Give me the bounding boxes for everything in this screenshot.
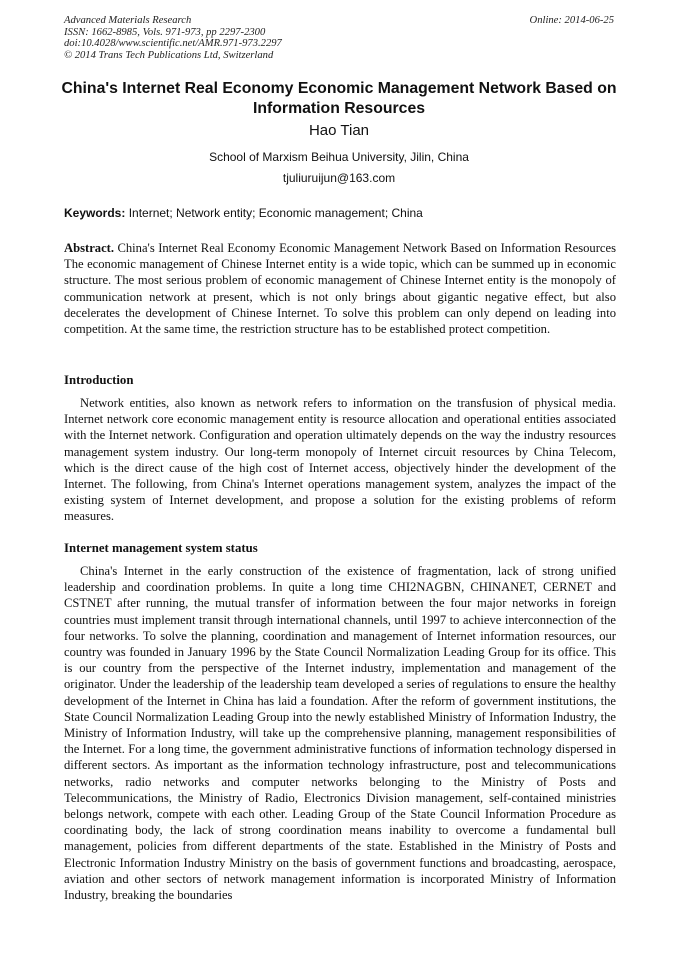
abstract-text: China's Internet Real Economy Economic Management Network Based on Information Resources The economic management of Chinese Internet entity is a wide topic, which can be summed up in economic structure. The most serious problem of economic management of Chinese Internet entity is the monopoly of communication network at present, which is not only brings about gigantic negative effect, but also decelerates the development of Chinese Internet. To solve this problem can only depend on leading into competition. At the same time, the restriction structure has to be established protect competition.: [64, 241, 616, 337]
journal-name: Advanced Materials Research: [64, 15, 192, 26]
issn-line: ISSN: 1662-8985, Vols. 971-973, pp 2297-2300: [64, 26, 266, 38]
author-name: Hao Tian: [308, 122, 370, 139]
abstract-label: Abstract.: [64, 241, 115, 255]
doi-line: doi:10.4028/www.scientific.net/AMR.971-973.2297: [64, 38, 282, 50]
keywords-text: Internet; Network entity; Economic management; China: [125, 206, 423, 220]
author-email[interactable]: tjuliuruijun@163.com: [282, 171, 396, 185]
online-date: Online: 2014-06-25: [529, 15, 614, 26]
journal-header: [64, 15, 282, 61]
keywords-line: [64, 206, 616, 220]
paper-title: China's Internet Real Economy Economic Management Network Based on Information Resources: [61, 80, 617, 117]
section-heading-introduction: Introduction: [64, 373, 134, 387]
copyright-line: © 2014 Trans Tech Publications Ltd, Switzerland: [64, 49, 274, 61]
keywords-label: Keywords:: [64, 206, 126, 220]
system-status-paragraph: China's Internet in the early construction of the existence of fragmentation, lack of strong unified leadership and coordination problems. In quite a long time CHI2NAGBN, CHINANET, CERNET and CSTNET after running, the mutual transfer of information between the four major networks in foreign countries must implement transit through international channels, until 1997 to achieve interconnection of the four networks. To solve the planning, coordination and management of Internet information resources, our country was founded in January 1996 by the State Council Normalization Leading Group for its office. This is our country from the perspective of the Internet industry, implementation and management of the originator. Under the leadership of the leadership team developed a series of regulations to ensure the healthy development of the Internet in China has laid a foundation. After the reform of government institutions, the State Council Normalization Leading Group into the newly established Ministry of Information Industry, the Ministry of Information Industry, will take up the comprehensive planning, management responsibilities of the Internet. For a long time, the government administrative functions of information technology dispersed in different sectors. As important as the information technology infrastructure, post and telecommunications networks, radio networks and computer networks belonging to the Ministry of Posts and Telecommunications, the Ministry of Radio, Electronics Division management, self-contained ministries belongs network, compete with each other. Leading Group of the State Council Information Procedure as coordinating body, the lack of strong coordination means inability to overcome a fundamental bull management, policies from different departments of the state. Established in the Ministry of Posts and Electronic Information Industry Ministry on the basis of government functions and broadcasting, aerospace, aviation and other sectors of network management information is incorporated Ministry of Information Industry, breaking the boundaries: [64, 564, 616, 903]
section-heading-system-status: Internet management system status: [64, 541, 258, 555]
author-affiliation: School of Marxism Beihua University, Jilin, China: [209, 150, 469, 164]
abstract-paragraph: [64, 240, 616, 337]
introduction-paragraph: Network entities, also known as network refers to information on the transfusion of physical media. Internet network core economic management entity is resource allocation and operational entities associated with the Internet network. Configuration and operation ultimately depends on the way the industry resources management system industry. Our long-term monopoly of Internet circuit resources by China Telecom, which is the direct cause of the high cost of Internet access, objectively hinder the development of the Internet. The following, from China's Internet operations management system, analyzes the impact of the existing system of Internet development, and propose a solution for the existing problems of reform measures.: [64, 396, 616, 524]
